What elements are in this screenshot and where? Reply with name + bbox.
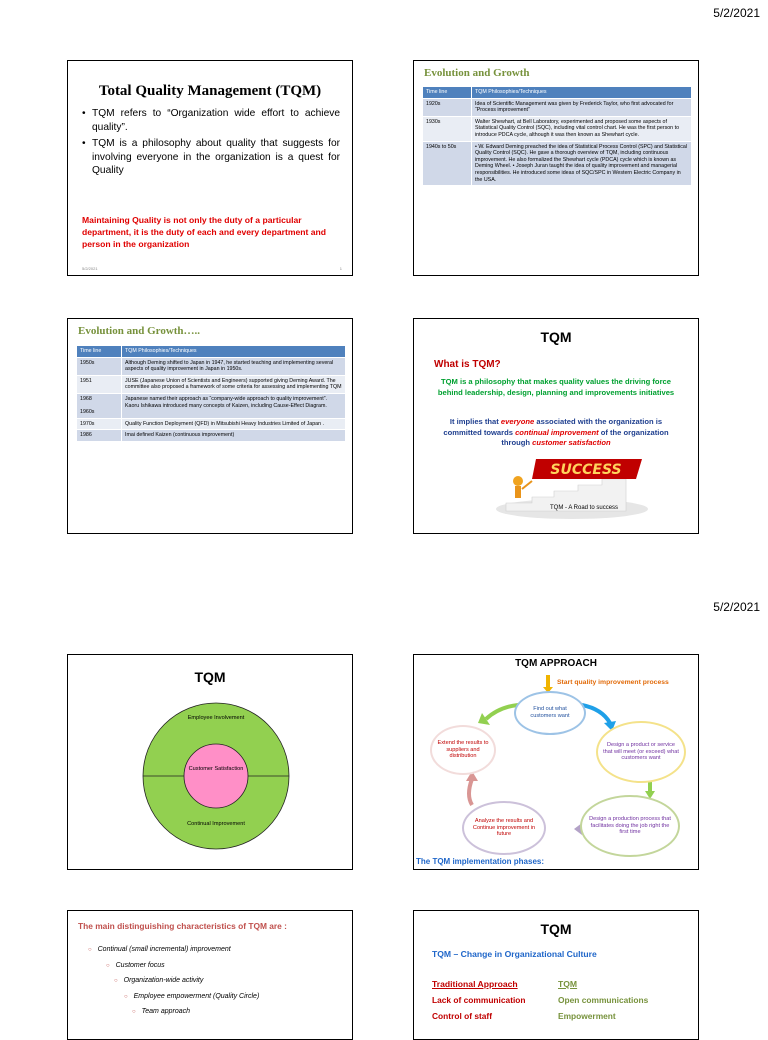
traditional-item: Control of staff bbox=[432, 1011, 493, 1021]
slide-footer-date: 5/2/2021 bbox=[82, 266, 98, 271]
label-continual-improvement: Continual Improvement bbox=[187, 821, 245, 827]
traditional-approach-header: Traditional Approach bbox=[432, 979, 518, 989]
table-cell: • W. Edward Deming preached the idea of Statistical Process Control (SPC) and Statistical Quality Control (SQC). He gave a thorough overview of TQM, including continuous improvement. He also formalized the Shewhart cycle (PDCA) cycle which is known as Deming Wheel. • Joseph Juran taught the idea of quality improvement and managerial responsibilities. He introduced some ideas of SQC/SPC in Western Electric Company in the USA. bbox=[472, 141, 692, 186]
slide-8 bbox=[413, 910, 699, 1040]
table-cell: 1968 1960s bbox=[77, 393, 122, 418]
implication-part: of the organization through bbox=[501, 427, 669, 447]
tqm-header: TQM bbox=[558, 979, 578, 989]
slide-title: Evolution and Growth….. bbox=[78, 325, 201, 337]
slide-3 bbox=[67, 318, 353, 534]
table-row bbox=[77, 375, 346, 393]
implication-part: associated with the organization is committed towards bbox=[443, 417, 663, 437]
image-caption: TQM - A Road to success bbox=[550, 505, 619, 511]
table-row bbox=[77, 357, 346, 375]
table-cell: 1986 bbox=[77, 430, 122, 442]
label-customer-satisfaction: Customer Satisfaction bbox=[188, 766, 244, 772]
slide-4 bbox=[413, 318, 699, 534]
bullet-item: • TQM is a philosophy about quality that suggests for involving everyone in the organization is a quest for Quality bbox=[82, 137, 340, 178]
implementation-phases-caption: The TQM implementation phases: bbox=[416, 857, 545, 866]
table-row bbox=[77, 418, 346, 430]
characteristic-item: ○ Team approach bbox=[132, 1008, 190, 1015]
table-cell: 1951 bbox=[77, 375, 122, 393]
table-cell: 1940s to 50s bbox=[423, 141, 472, 186]
step-design-process: Design a production process that facilitates doing the job right the first time bbox=[580, 795, 680, 857]
tqm-circle-diagram bbox=[68, 655, 353, 870]
slide-5 bbox=[67, 654, 353, 870]
slide-title: TQM bbox=[540, 921, 572, 937]
table-cell: 1920s bbox=[423, 98, 472, 116]
table-row bbox=[77, 393, 346, 418]
tqm-item: Open communications bbox=[558, 995, 649, 1005]
table-cell: Japanese named their approach as “company-wide approach to quality improvement”. Kaoru Ishikawa introduced many concepts of Kaizen, including Cause-Effect Diagram. bbox=[122, 393, 346, 418]
step-design-product: Design a product or service that will meet (or exceed) what customers want bbox=[596, 721, 686, 783]
slide-2 bbox=[413, 60, 699, 276]
slide-1 bbox=[67, 60, 353, 276]
slide-title: TQM APPROACH bbox=[515, 658, 597, 669]
timeline-table bbox=[422, 86, 692, 186]
column-header: Time line bbox=[423, 87, 472, 99]
step-find-customers: Find out what customers want bbox=[514, 691, 586, 735]
page-date-top: 5/2/2021 bbox=[713, 6, 760, 20]
table-cell: 1970s bbox=[77, 418, 122, 430]
slide-7 bbox=[67, 910, 353, 1040]
slide-subtitle: TQM – Change in Organizational Culture bbox=[432, 949, 597, 959]
characteristic-item: ○ Organization-wide activity bbox=[114, 977, 203, 984]
table-row bbox=[77, 430, 346, 442]
highlight-text: Maintaining Quality is not only the duty of a particular department, it is the duty of each and every department and person in the organization bbox=[82, 215, 327, 249]
bullet-item: • TQM refers to “Organization wide effort to achieve quality”. bbox=[82, 107, 340, 134]
table-row bbox=[423, 116, 692, 141]
table-row bbox=[423, 141, 692, 186]
table-row bbox=[423, 98, 692, 116]
success-word: SUCCESS bbox=[550, 462, 622, 478]
page-date-middle: 5/2/2021 bbox=[713, 600, 760, 614]
table-cell: 1930s bbox=[423, 116, 472, 141]
label-employee-involvement: Employee Involvement bbox=[187, 715, 245, 721]
tqm-item: Empowerment bbox=[558, 1011, 616, 1021]
step-extend-results: Extend the results to suppliers and distribution bbox=[430, 725, 496, 775]
implication-part: It implies that bbox=[449, 417, 501, 426]
traditional-item: Lack of communication bbox=[432, 995, 526, 1005]
table-cell: JUSE (Japanese Union of Scientists and Engineers) supported giving Deming Award. The committee also proposed a framework of some criteria for assessing and implementing TQM bbox=[122, 375, 346, 393]
definition-text: TQM is a philosophy that makes quality values the driving force behind leadership, design, planning and improvements initiatives bbox=[437, 377, 675, 397]
table-cell: Although Deming shifted to Japan in 1947, he started teaching and implementing several aspects of quality improvement in Japan in 1950s. bbox=[122, 357, 346, 375]
table-cell: Imai defined Kaizen (continuous improvement) bbox=[122, 430, 346, 442]
column-header: Time line bbox=[77, 346, 122, 358]
slide-title: Total Quality Management (TQM) bbox=[98, 83, 322, 99]
start-process-label: Start quality improvement process bbox=[557, 679, 669, 686]
characteristic-item: ○ Continual (small incremental) improvement bbox=[88, 946, 231, 953]
table-cell: Quality Function Deployment (QFD) in Mitsubishi Heavy Industries Limited of Japan . bbox=[122, 418, 346, 430]
slide-title: TQM bbox=[194, 669, 226, 685]
emphasis-text: everyone bbox=[500, 417, 535, 426]
timeline-table bbox=[76, 345, 346, 442]
characteristic-item: ○ Customer focus bbox=[106, 962, 165, 969]
column-header: TQM Philosophies/Techniques bbox=[472, 87, 692, 99]
slide-6 bbox=[413, 654, 699, 870]
inner-circle bbox=[184, 744, 248, 808]
emphasis-text: continual improvement bbox=[515, 427, 599, 437]
column-header: TQM Philosophies/Techniques bbox=[122, 346, 346, 358]
table-cell: Walter Shewhart, at Bell Laboratory, experimented and proposed some aspects of Statistical Quality Control (SQC), including vital control chart. He was the first person to introduce PDCA cycle, although it was then known as Shewhart cycle. bbox=[472, 116, 692, 141]
question-heading: What is TQM? bbox=[434, 359, 501, 370]
characteristic-item: ○ Employee empowerment (Quality Circle) bbox=[124, 993, 259, 1000]
step-analyze-results: Analyze the results and Continue improvement in future bbox=[462, 801, 546, 855]
table-cell: 1950s bbox=[77, 357, 122, 375]
table-cell: Idea of Scientific Management was given by Frederick Taylor, who first advocated for “Process improvement” bbox=[472, 98, 692, 116]
slide-title: The main distinguishing characteristics of TQM are : bbox=[78, 921, 287, 931]
implication-text bbox=[434, 417, 678, 449]
slide-footer-page: 1 bbox=[339, 266, 342, 271]
slide-title: Evolution and Growth bbox=[424, 67, 530, 79]
bullet-list bbox=[82, 107, 340, 181]
emphasis-text: customer satisfaction bbox=[532, 438, 611, 447]
slide-title: TQM bbox=[540, 329, 572, 345]
